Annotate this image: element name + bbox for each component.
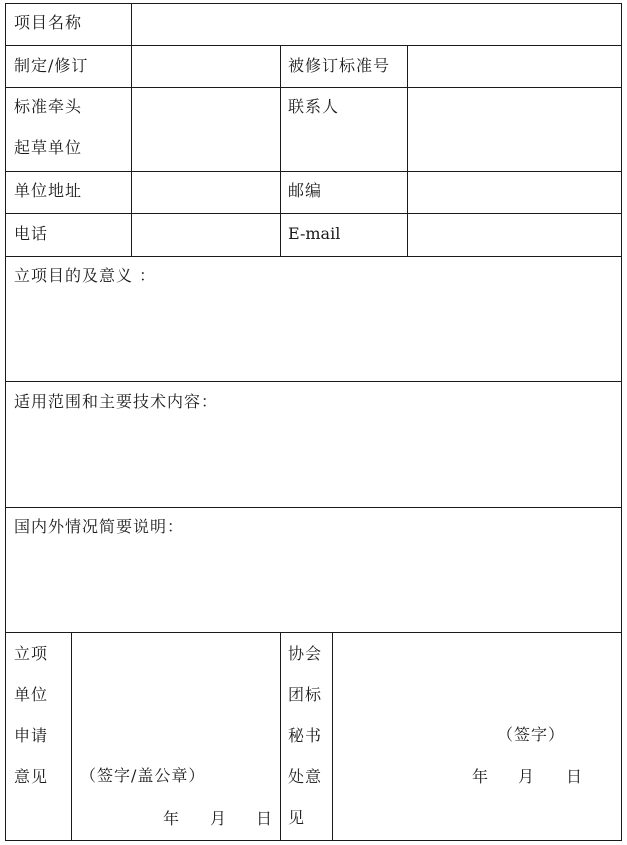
revise-field[interactable] xyxy=(132,46,280,87)
purpose-label: 立项目的及意义 ： xyxy=(14,266,157,285)
rule xyxy=(621,3,622,841)
scope-label: 适用范围和主要技术内容： xyxy=(14,392,219,411)
project-name-label: 项目名称 xyxy=(14,13,83,32)
unit-date-year: 年 xyxy=(163,809,181,828)
revised-std-no-field[interactable] xyxy=(408,46,621,87)
assoc-sign-label: （签字） xyxy=(497,725,566,744)
lead-unit-label-line2: 起草单位 xyxy=(14,138,83,157)
rule xyxy=(280,45,281,256)
unit-opinion-label-line: 单位 xyxy=(14,685,49,704)
assoc-opinion-label-line: 团标 xyxy=(288,685,323,704)
unit-opinion-label-line: 申请 xyxy=(14,726,49,745)
unit-opinion-label xyxy=(14,633,54,797)
assoc-opinion-label-line: 协会 xyxy=(288,644,323,663)
assoc-date-day: 日 xyxy=(566,767,584,786)
assoc-opinion-label xyxy=(288,633,328,838)
unit-sign-label: （签字/盖公章） xyxy=(80,766,206,785)
contact-field[interactable] xyxy=(408,88,621,171)
assoc-date-year: 年 xyxy=(472,767,490,786)
rule xyxy=(5,840,622,841)
assoc-opinion-label-line: 见 xyxy=(288,808,306,827)
unit-opinion-label-line: 立项 xyxy=(14,644,49,663)
revise-label: 制定/修订 xyxy=(14,56,89,75)
email-field[interactable] xyxy=(408,214,621,256)
email-label: E-mail xyxy=(288,224,341,243)
rule xyxy=(280,632,281,841)
postcode-field[interactable] xyxy=(408,172,621,213)
situation-label: 国内外情况简要说明： xyxy=(14,517,185,536)
postcode-label: 邮编 xyxy=(288,181,323,200)
unit-date-month: 月 xyxy=(210,809,228,828)
revised-std-no-label: 被修订标准号 xyxy=(288,56,391,75)
phone-label: 电话 xyxy=(14,224,49,243)
lead-unit-field[interactable] xyxy=(132,88,280,171)
assoc-date-month: 月 xyxy=(518,767,536,786)
address-label: 单位地址 xyxy=(14,181,83,200)
lead-unit-label-line1: 标准牵头 xyxy=(14,97,83,116)
address-field[interactable] xyxy=(132,172,280,213)
unit-date-day: 日 xyxy=(256,809,274,828)
project-name-field[interactable] xyxy=(132,4,621,45)
unit-opinion-label-line: 意见 xyxy=(14,767,49,786)
assoc-opinion-label-line: 处意 xyxy=(288,767,323,786)
phone-field[interactable] xyxy=(132,214,280,256)
contact-label: 联系人 xyxy=(288,97,340,116)
assoc-opinion-field[interactable] xyxy=(333,633,621,840)
assoc-opinion-label-line: 秘书 xyxy=(288,726,323,745)
